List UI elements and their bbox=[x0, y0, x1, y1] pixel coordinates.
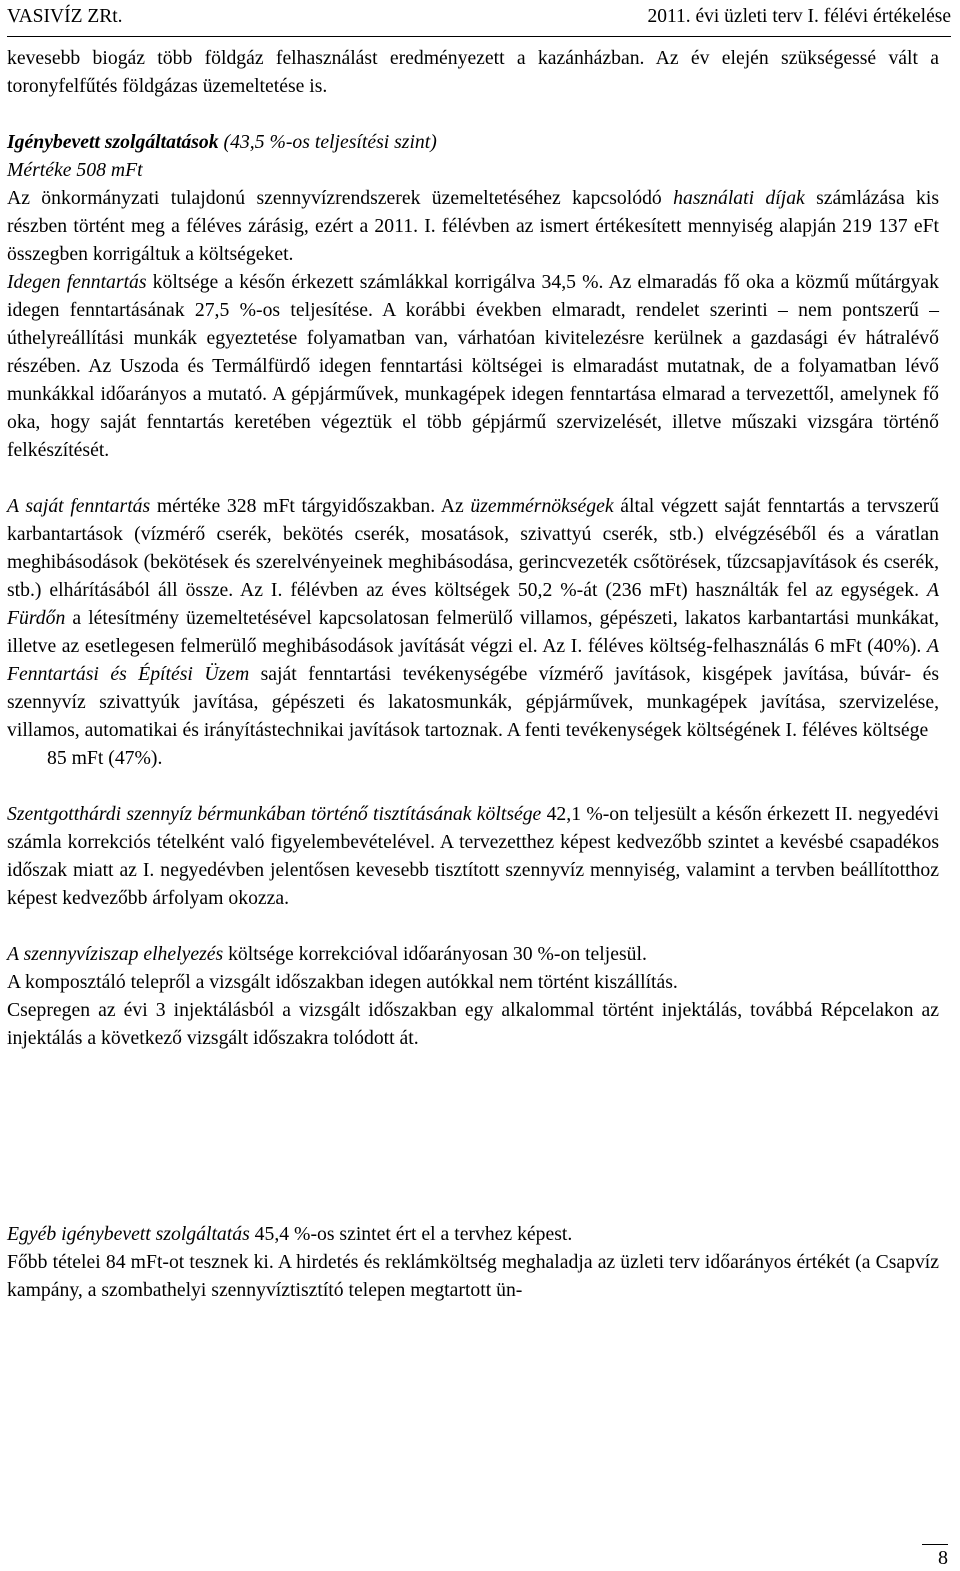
maintenance-cost-line: 85 mFt (47%). bbox=[47, 747, 163, 769]
document-body bbox=[7, 44, 939, 1304]
paragraph-own-maintenance: A saját fenntartás mértéke 328 mFt tárgyidőszakban. Az üzemmérnökségek által végzett saját fenntartás a tervszerű karbantartások (vízmérő cserék, bekötés cserék, mosatások, szivattyú cserék, stb.) elvégzéséből és a váratlan meghibásodások (bekötések és szerelvényeinek meghibásodása, gerincvezeték csőtörések, tűzcsapjavítások és cserék, stb.) elhárításából áll össze. Az I. félévben az éves költségek 50,2 %-át (236 mFt) használták fel az egységek. A Fürdőn a létesítmény üzemeltetésével kapcsolatosan felmerülő villamos, gépészeti, lakatos karbantartási munkákat, illetve az esetlegesen felmerülő meghibásodások javítását végzi el. Az I. féléves költség-felhasználás 6 mFt (40%). A Fenntartási és Építési Üzem saját fenntartási tevékenységébe vízmérő javítások, kisgépek javítása, búvár- és szennyvíz szivattyúk javítása, gépészeti és lakatosmunkák, gépjárművek, munkagépek javítása, szervizelése, villamos, automatikai és irányítástechnikai javítások tartoznak. A fenti tevékenységek költségének I. féléves költsége bbox=[7, 495, 939, 741]
section-services-heading: Igénybevett szolgáltatások (43,5 %-os teljesítési szint) bbox=[7, 131, 437, 153]
page-header bbox=[7, 0, 951, 37]
company-name: VASIVÍZ ZRt. bbox=[7, 6, 123, 27]
paragraph-other-services: Egyéb igénybevett szolgáltatás 45,4 %-os szintet ért el a tervhez képest. bbox=[7, 1223, 573, 1245]
paragraph-wastewater-treatment: Szentgotthárdi szennyíz bérmunkában történő tisztításának költsége 42,1 %-on teljesült a későn érkezett II. negyedévi számla korrekciós tételként való figyelembevételével. A tervezetthez képest kedvezőbb szintet a kevésbé csapadékos időszak miatt az I. negyedévben jelentősen kevesebb tisztított szennyvíz mennyiség, valamint a tervben beállítotthoz képest kedvezőbb árfolyam okozza. bbox=[7, 803, 939, 909]
paragraph-other-services-detail: Főbb tételei 84 mFt-ot tesznek ki. A hirdetés és reklámköltség meghaladja az üzleti terv időarányos értékét (a Csapvíz kampány, a szombathelyi szennyvíztisztító telepen megtartott ün- bbox=[7, 1251, 939, 1301]
paragraph-external-maintenance: Idegen fenntartás költsége a későn érkezett számlákkal korrigálva 34,5 %. Az elmaradás fő oka a közmű műtárgyak idegen fenntartásának 27,5 %-os teljesítése. A korábbi években elmaradt, rendelet szerinti – nem pontszerű – úthelyreállítási munkák egyeztetése folyamatban van, várhatóan kivitelezésre kerülnek a gazdasági év hátralévő részében. Az Uszoda és Termálfürdő idegen fenntartási költségei is elmaradást mutatnak, de a folyamatban lévő munkákkal időarányos a mutató. A gépjárművek, munkagépek idegen fenntartása elmarad a tervezettől, amelynek fő oka, hogy saját fenntartás keretében végeztük el több gépjármű szervizelését, illetve műszaki vizsgára történő felkészítését. bbox=[7, 271, 939, 461]
paragraph-injection: Csepregen az évi 3 injektálásból a vizsgált időszakban egy alkalommal történt injektálás, továbbá Répcelakon az injektálás a következő vizsgált időszakra tolódott át. bbox=[7, 999, 939, 1049]
page-number: 8 bbox=[922, 1544, 948, 1569]
paragraph-biogas: kevesebb biogáz több földgáz felhasználást eredményezett a kazánházban. Az év elején szükségessé vált a toronyfelfűtés földgázas üzemeltetése is. bbox=[7, 47, 939, 97]
paragraph-sludge: A szennyvíziszap elhelyezés költsége korrekcióval időarányosan 30 %-on teljesül. bbox=[7, 943, 647, 965]
services-amount: Mértéke 508 mFt bbox=[7, 159, 143, 181]
paragraph-services: Az önkormányzati tulajdonú szennyvízrendszerek üzemeltetéséhez kapcsolódó használati díjak számlázása kis részben történt meg a féléves zárásig, ezért a 2011. I. félévben az ismert értékesített mennyiség alapján 219 137 eFt összegben korrigáltuk a költségeket. bbox=[7, 187, 939, 265]
paragraph-compost: A komposztáló telepről a vizsgált időszakban idegen autókkal nem történt kiszállítás. bbox=[7, 971, 678, 993]
report-title: 2011. évi üzleti terv I. félévi értékelése bbox=[647, 6, 951, 27]
section-title-bold: Igénybevett szolgáltatások bbox=[7, 131, 219, 153]
